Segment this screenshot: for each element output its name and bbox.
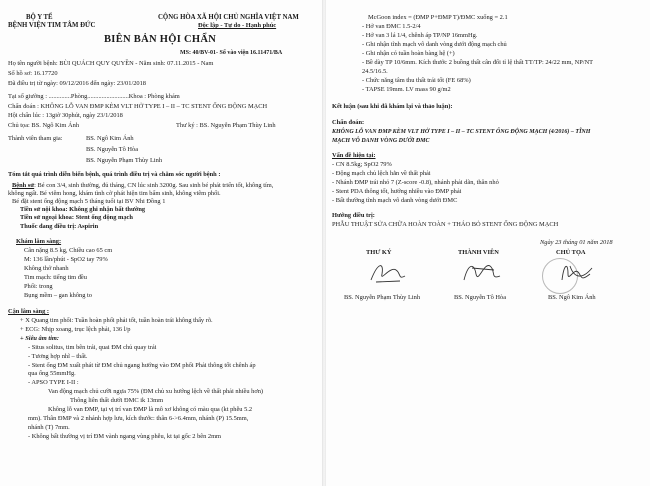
exam-breathing: Không thở nhanh [24, 265, 69, 272]
ecg-line: + ECG: Nhịp xoang, trục lệch phải, 136 l/p [20, 326, 131, 333]
summary-heading: Tóm tắt quá trình diễn biến bệnh, quá trình điều trị và chăm sóc người bệnh : [8, 171, 221, 178]
echo-right-6: 24.5/16.5. [362, 68, 388, 75]
surgical-history: Tiền sử ngoại khoa: Stent ống động mạch [20, 214, 133, 221]
form-code: MS: 40/BV-01- Số vào viện 16.11471/BA [180, 50, 283, 56]
chair-role: CHỦ TỌA [556, 249, 586, 256]
echo-line-6: Van động mạch chủ cưỡi ngựa 75% (ĐM chủ xu hướng lệch về thất phải nhiều hơn) [48, 388, 264, 395]
conclusion-heading: Kết luận (sau khi đã khám lại và thảo luận): [332, 103, 453, 110]
issue-2: - Động mạch chủ lệch hẳn về thất phải [332, 170, 431, 177]
echo-line-11: - Không bất thường vị trí ĐM vành ngang vùng phễu, kt tại gốc 2 bên 2mm [28, 433, 222, 440]
republic-name: CỘNG HÒA XÃ HỘI CHỦ NGHĨA VIỆT NAM [158, 14, 299, 21]
left-page [8, 6, 320, 480]
diagnosis-line: Chẩn đoán : KHÔNG LỖ VAN ĐMP KÈM VLT HỞ TYPE I – II – TC STENT ỐNG ĐỘNG MẠCH [8, 103, 268, 110]
history-line-2: không ngất. Bé viêm hong, khám tình cờ phát hiện tim bẩm sinh, không viêm phổi. [8, 190, 221, 197]
member-signature [460, 258, 504, 286]
exam-vitals: M: 136 lần/phút - SpO2 tay 79% [24, 256, 108, 263]
motto: Độc lập - Tự do - Hạnh phúc [198, 22, 277, 29]
member-role: THÀNH VIÊN [458, 249, 499, 256]
echo-right-8: - TAPSE 19mm. LV mass 90 g/m2 [362, 86, 451, 93]
echo-right-2: - Hở van 3 lá 1/4, chênh áp TP/NP 16mmHg. [362, 32, 478, 39]
echo-line-8: Không lỗ van ĐMP, tại vị trí van ĐMP là mô xơ không có màu qua (kt phễu 5.2 [48, 406, 253, 413]
exam-lungs: Phổi: trong [24, 283, 53, 290]
echo-right-1: - Hở van ĐMC 1.5-2/4 [362, 23, 421, 30]
echo-right-4: - Ghi nhận có tuần hoàn bàng hệ (+) [362, 50, 455, 57]
personal-history: Tiền sử nội khoa: Không ghi nhận bất thường [20, 206, 146, 213]
member-1: BS. Ngô Kim Ánh [86, 135, 134, 142]
echo-right-7: - Chức năng tâm thu thất trái tốt (FE 68%) [362, 77, 471, 84]
page-fold [322, 0, 326, 486]
plan-label: Hướng điều trị: [332, 212, 375, 219]
issue-4: - Stent PDA thông tốt, hướng nhiều vào ĐMP phải [332, 188, 462, 195]
secretary-role: THƯ KÝ [366, 249, 392, 256]
chair-line: Chủ tọa: BS. Ngô Kim Ánh [8, 122, 80, 129]
treatment-period: Đã điều trị từ ngày: 09/12/2016 đến ngày: 23/01/2018 [8, 80, 147, 87]
consult-time: Hội chẩn lúc : 13giờ 30phút, ngày 23/1/2018 [8, 112, 123, 119]
echo-line-3: - Stent ống ĐM xuất phát từ ĐM chủ ngang hướng vào ĐM phổi Phải thông tốt chênh áp [28, 362, 256, 369]
exam-abdomen: Bụng mềm – gan không to [24, 292, 92, 299]
echo-line-10: nhánh (T) 7mm. [28, 424, 70, 431]
file-number: Số hồ sơ: 16.17720 [8, 70, 58, 77]
echo-line-4: qua ống 55mmHg. [28, 370, 76, 377]
document-title: BIÊN BẢN HỘI CHẨN [104, 34, 217, 45]
secretary-signature [368, 260, 408, 286]
history-text-1: : Bé con 3/4, sinh thường, đủ tháng, CN lúc sinh 3200g. Sau sinh bé phát triển tốt, không tím, [34, 182, 274, 189]
member-name: BS. Nguyễn Tô Hòa [454, 294, 507, 301]
plan-text: PHẪU THUẬT SỬA CHỮA HOÀN TOÀN + THÁO BỎ STENT ỐNG ĐỘNG MẠCH [332, 221, 559, 228]
current-meds: Thuốc đang điều trị: Aspirin [20, 223, 99, 230]
diagnosis-text-1: KHÔNG LỖ VAN ĐMP KÈM VLT HỞ TYPE I – II – TC STENT ỐNG ĐỘNG MẠCH (4/2016) – TĨNH [332, 129, 591, 135]
paraclinical-heading: Cận lâm sàng : [8, 308, 50, 315]
hospital-name: BỆNH VIỆN TIM TÂM ĐỨC [8, 22, 96, 29]
signature-date: Ngày 23 tháng 01 năm 2018 [540, 239, 613, 246]
exam-weight-height: Cân nặng 8.5 kg, Chiều cao 65 cm [24, 247, 113, 254]
diagnosis-label: Chẩn đoán: [332, 119, 365, 126]
member-3: BS. Nguyễn Phạm Thùy Linh [86, 157, 163, 164]
issue-1: - CN 8.5kg; SpO2 79% [332, 161, 392, 168]
mcgoon-index: McGoon index = (ĐMP P+ĐMP T)/ĐMC xuống = 2.1 [368, 14, 508, 21]
echo-line-2: - Tương hợp nhĩ – thất. [28, 353, 88, 360]
echo-right-5: - Bề dày TP 10/6mm. Kích thước 2 buồng thất cân đối tỉ lệ thất TT/TP: 24/22 mm, NP/NT [362, 59, 594, 66]
echo-right-3: - Ghi nhận tĩnh mạch vô danh vòng dưới động mạch chủ [362, 41, 507, 48]
patient-name-line: Họ tên người bệnh: BÙI QUÁCH QUY QUYỀN - Năm sinh: 07.11.2015 - Nam [8, 60, 214, 67]
echo-line-1: - Situs solitus, tim bên trái, quai ĐM chủ quay trái [28, 344, 157, 351]
exam-cardiac: Tim mạch: tiếng tim đều [24, 274, 87, 281]
issues-label: Vấn đề hiện tại: [332, 152, 376, 159]
history-line-1 [12, 182, 273, 190]
echo-line-7: Thông liên thất dưới ĐMC ik 13mm [70, 397, 164, 404]
issue-3: - Nhánh ĐMP trái nhỏ 7 (Z-score -0.8), nhánh phải dãn, thân nhỏ [332, 179, 499, 186]
issue-5: - Bất thường tĩnh mạch vô danh vòng dưới ĐMC [332, 197, 458, 204]
chair-name: BS. Ngô Kim Ánh [548, 294, 596, 301]
echo-label: + Siêu âm tim: [20, 335, 59, 342]
echo-line-5: - APSO TYPE I-II : [28, 379, 79, 386]
exam-heading: Khám lâm sàng: [16, 238, 62, 245]
bed-ward: Tại số giường : ..............Phòng..........................Khoa : Phòng khám [8, 93, 180, 100]
diagnosis-text-2: MẠCH VÔ DANH VÒNG DƯỚI ĐMC [332, 138, 430, 144]
chair-signature [556, 260, 596, 286]
history-line-3: Bé đặt stent ống động mạch 5 tháng tuổi tại BV Nhi Đồng 1 [12, 198, 166, 205]
members-label: Thành viên tham gia: [8, 135, 63, 142]
right-page [330, 6, 642, 480]
history-label: Bệnh sử [12, 182, 35, 189]
echo-line-9: mm). Thân ĐMP và 2 nhánh hợp lưu, kích thước: thân 6->6.4mm, nhánh (P) 15.5mm, [28, 415, 249, 422]
ministry-name: BỘ Y TẾ [26, 14, 53, 21]
member-2: BS. Nguyễn Tô Hòa [86, 146, 139, 153]
xray-line: + X Quang tim phổi: Tuần hoàn phổi phải tốt, tuần hoàn trái không thấy rõ. [20, 317, 213, 324]
secretary-name: BS. Nguyễn Phạm Thùy Linh [344, 294, 421, 301]
secretary-line: Thư ký : BS. Nguyễn Phạm Thùy Linh [176, 122, 276, 129]
